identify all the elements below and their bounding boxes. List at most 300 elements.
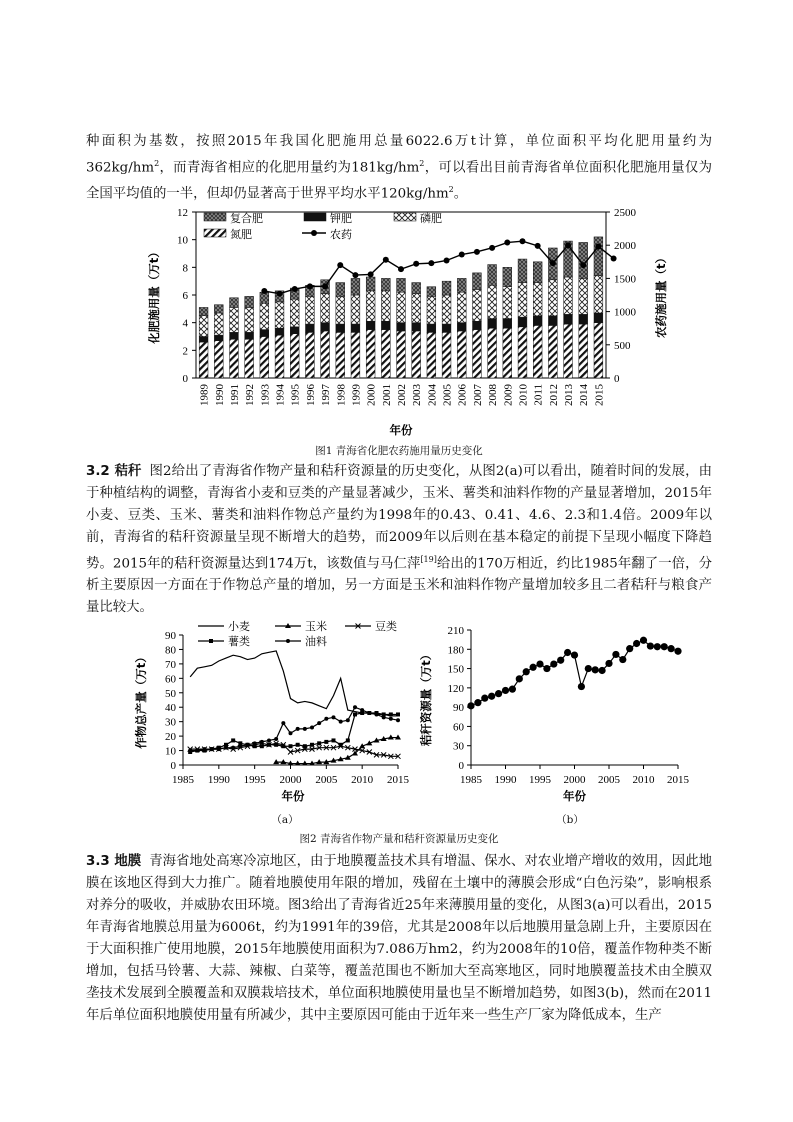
straw-point [502,687,509,694]
point-marker [367,711,371,715]
bar-segment [488,265,497,286]
point-marker [382,715,386,719]
y-tick-label: 150 [447,663,464,676]
text-run: 种面积为基数，按照2015年我国化肥施用总量6022.6万t计算，单位面积平均化肥用量约为362kg/hm [86,134,712,176]
point-marker [267,738,271,742]
pesticide-point [580,262,586,268]
x-tick-label: 2013 [563,384,576,406]
point-marker [289,731,293,735]
bar-segment [579,278,588,314]
point-marker [274,737,278,741]
x-tick-label: 2010 [632,774,655,786]
bar-segment [199,337,208,343]
bar-segment [412,294,421,323]
point-marker [339,720,343,724]
legend-swatch [304,213,326,221]
straw-point [495,690,502,697]
x-tick-label: 1994 [274,384,287,406]
straw-point [530,664,537,671]
bar-segment [533,283,542,316]
straw-point [668,645,675,652]
figure-2-caption: 图2 青海省作物产量和秸秆资源量历史变化 [299,833,499,845]
section-heading-film: 3.3 地膜 [86,854,142,869]
y2-tick-label: 2000 [614,240,636,253]
series-line-straw [471,640,678,706]
legend-label: 玉米 [305,620,327,633]
straw-point [481,695,488,702]
x-tick-label: 2000 [365,384,378,406]
straw-point [640,637,647,644]
y-tick-label: 80 [165,644,176,657]
bar-segment [594,276,603,313]
point-marker [289,744,293,748]
bar-segment [457,278,466,292]
straw-point [543,665,550,672]
point-marker [303,727,307,731]
bar-segment [564,277,573,314]
bar-segment [412,323,421,331]
x-tick-label: 2015 [387,774,409,786]
straw-point [612,651,619,658]
pesticide-point [550,260,556,266]
y-tick-label: 12 [177,207,188,219]
point-marker [332,715,336,719]
pesticide-point [489,245,495,251]
x-tick-label: 2007 [471,384,484,406]
y-tick-label: 20 [165,731,176,744]
pesticide-point [595,244,601,250]
straw-point [674,648,681,655]
pesticide-point [428,260,434,266]
figure-2a-label: （a） [271,814,299,826]
bar-segment [321,294,330,323]
bar-segment [245,307,254,332]
pesticide-point [398,266,404,272]
pesticide-point [322,283,328,289]
bar-segment [564,314,573,324]
point-marker [345,755,351,760]
point-marker [360,708,364,712]
x-tick-label: 1990 [213,384,226,406]
bar-segment [533,316,542,326]
bar-segment [199,307,208,315]
figure-2b-chart [415,615,715,815]
bar-segment [336,332,345,378]
y-tick-label: 70 [165,658,176,671]
bar-segment [473,273,482,290]
straw-point [536,660,543,667]
bar-segment [548,325,557,378]
x-tick-label: 2015 [593,384,606,406]
point-marker [324,717,328,721]
pesticide-point [352,272,358,278]
superscript: 2 [154,159,160,168]
bar-segment [260,337,269,379]
bar-segment [503,328,512,378]
legend-marker [209,639,213,643]
bar-segment [503,267,512,286]
straw-point [619,656,626,663]
bar-segment [457,331,466,378]
bar-segment [366,330,375,378]
bar-segment [397,292,406,322]
y-tick-label: 40 [165,702,176,715]
point-marker [217,747,221,751]
y-tick-label: 60 [453,721,464,734]
y-tick-label: 4 [182,317,188,330]
straw-point [592,666,599,673]
legend-label: 钾肥 [330,212,352,225]
x-tick-label: 2009 [502,384,515,406]
bar-segment [214,341,223,378]
pesticide-point [474,249,480,255]
paragraph-film [86,851,712,1027]
figure-2b-label: （b） [556,814,584,826]
x-axis-title: 年份 [563,789,586,803]
x-tick-label: 1991 [228,384,241,406]
bar-segment [548,280,557,316]
x-tick-label: 1995 [289,384,302,406]
pesticide-point [504,240,510,246]
y-tick-label: 30 [165,716,176,729]
point-marker [339,743,343,747]
x-tick-label: 2011 [532,384,545,406]
x-tick-label: 1993 [259,384,272,406]
x-tick-label: 2014 [578,384,591,406]
bar-segment [488,328,497,378]
bar-segment [230,339,239,378]
text-run: ，而青海省相应的化肥用量约为181kg/hm [159,160,420,176]
x-tick-label: 2010 [351,774,374,786]
y-tick-label: 210 [447,625,464,637]
legend-label: 氮肥 [230,228,252,241]
bar-segment [397,331,406,378]
legend-label: 薯类 [228,635,250,648]
bar-segment [245,339,254,378]
y-tick-label: 10 [177,234,188,247]
legend-marker [286,639,290,643]
text-run: ，可以看出目前青海省单位面积化肥施用量仅为全国平均值的一半，但却仍显著高于世界平均水平120kg/hm [86,160,712,202]
bar-segment [488,319,497,329]
series-line [276,738,398,764]
straw-point [578,683,585,690]
x-axis-title: 年份 [389,423,413,437]
bar-segment [290,327,299,334]
bar-segment [533,325,542,378]
legend-label: 豆类 [375,620,397,633]
point-marker [296,727,300,731]
bar-segment [305,332,314,378]
bar-segment [381,330,390,378]
x-tick-label: 2006 [456,384,469,406]
bar-segment [503,287,512,319]
x-tick-label: 2005 [598,774,620,786]
point-marker [317,741,321,745]
bar-segment [230,307,239,332]
y-tick-label: 120 [447,682,464,695]
point-marker [281,744,285,748]
straw-point [523,668,530,675]
straw-point [654,643,661,650]
straw-point [474,699,481,706]
x-tick-label: 2000 [279,774,302,786]
bar-segment [488,285,497,318]
x-tick-label: 1989 [198,384,211,406]
x-tick-label: 2001 [380,384,393,406]
point-marker [246,743,250,747]
y-tick-label: 8 [182,262,188,275]
bar-segment [427,287,436,297]
figure-1-caption: 图1 青海省化肥农药施用量历史变化 [315,445,483,457]
bar-segment [290,334,299,378]
y-axis-title: 作物总产量（万t） [134,651,148,749]
y-tick-label: 0 [182,373,188,385]
x-tick-label: 1990 [207,774,230,786]
series-line-pesticide [264,241,613,293]
point-marker [353,712,357,716]
legend-label: 农药 [330,228,352,241]
y-tick-label: 0 [170,760,176,772]
bar-segment [381,278,390,290]
bar-segment [503,319,512,329]
bar-segment [275,302,284,328]
bar-segment [199,342,208,378]
x-tick-label: 1990 [494,774,517,786]
point-marker [231,738,235,742]
bar-segment [442,281,451,295]
bar-segment [351,295,360,324]
bar-segment [305,324,314,332]
legend-swatch [204,229,226,237]
y-tick-label: 2 [182,345,188,358]
bar-segment [245,296,254,307]
y2-axis-title: 农药施用量（t） [654,252,668,338]
bar-segment [214,305,223,313]
pesticide-point [307,283,313,289]
x-tick-label: 1998 [335,384,348,406]
bar-segment [457,323,466,331]
y-tick-label: 30 [453,740,464,753]
bar-segment [427,332,436,378]
y-tick-label: 10 [165,745,176,758]
bar-segment [230,332,239,339]
bar-segment [457,292,466,322]
pesticide-point [337,262,343,268]
straw-point [550,660,557,667]
point-marker [353,705,357,709]
bar-segment [594,323,603,378]
x-tick-label: 2005 [441,384,454,406]
legend-label: 小麦 [228,620,250,633]
pesticide-point [292,286,298,292]
y-tick-label: 0 [458,760,464,772]
pesticide-point [383,257,389,263]
x-axis-title: 年份 [281,789,305,803]
x-tick-label: 1995 [243,774,266,786]
point-marker [267,743,271,747]
x-tick-label: 1992 [244,384,257,406]
straw-point [661,643,668,650]
x-tick-label: 2005 [315,774,338,786]
citation: [19] [420,555,437,564]
bar-segment [199,316,208,337]
point-marker [203,747,207,751]
y-axis-title: 秸秆资源量（万t） [419,648,433,747]
bar-segment [397,278,406,292]
superscript: 2 [448,185,454,195]
x-tick-label: 2015 [667,774,689,786]
bar-segment [214,335,223,341]
figure-2a-chart [0,615,420,815]
bar-segment [518,327,527,378]
bar-segment [564,324,573,378]
point-marker [274,743,278,747]
x-tick-label: 2004 [426,384,439,406]
bar-segment [321,331,330,378]
series-line [190,651,398,716]
bar-segment [230,298,239,308]
straw-point [605,660,612,667]
pesticide-point [261,288,267,294]
x-tick-label: 2002 [396,384,408,406]
bar-segment [305,296,314,324]
point-marker [281,721,285,725]
bar-segment [366,291,375,321]
x-tick-label: 1999 [350,384,363,406]
y-tick-label: 90 [453,702,464,715]
section-heading-straw: 3.2 秸秆 [86,464,142,479]
point-marker [238,744,242,748]
point-marker [310,743,314,747]
figure-1-chart [0,200,793,440]
legend-label: 磷肥 [420,212,442,225]
point-marker [260,744,264,748]
straw-point [647,642,654,649]
point-marker [396,712,400,716]
bar-segment [579,314,588,324]
straw-point [488,693,495,700]
y-tick-label: 60 [165,673,176,686]
point-marker [310,725,314,729]
x-tick-label: 1985 [460,774,482,786]
legend-swatch [204,213,226,221]
point-marker [375,712,379,716]
bar-segment [366,277,375,291]
x-tick-label: 2000 [563,774,586,786]
bar-segment [473,321,482,329]
x-tick-label: 2003 [411,384,424,406]
bar-segment [336,324,345,332]
bar-segment [412,331,421,378]
x-tick-label: 2012 [547,384,560,406]
y-tick-label: 50 [165,687,176,700]
pesticide-point [368,271,374,277]
bar-segment [260,303,269,329]
point-marker [317,721,321,725]
straw-point [571,651,578,658]
y-axis-title: 化肥施用量（万t） [147,246,161,344]
point-marker [188,749,192,753]
straw-point [599,667,606,674]
straw-point [626,645,633,652]
point-marker [396,718,400,722]
legend-marker [311,230,317,236]
bar-segment [473,289,482,321]
bar-segment [397,323,406,331]
pesticide-point [277,291,283,297]
bar-segment [579,324,588,378]
y2-tick-label: 1500 [614,273,636,286]
point-marker [324,740,328,744]
bar-segment [366,321,375,329]
point-marker [195,749,199,753]
bar-segment [260,330,269,337]
y-tick-label: 6 [182,290,188,302]
straw-point [557,657,564,664]
y2-tick-label: 0 [614,373,620,385]
series-line [190,713,398,752]
x-tick-label: 2010 [517,384,530,406]
bar-segment [351,278,360,295]
x-tick-label: 2008 [487,384,500,406]
bar-segment [594,313,603,323]
text-run: 给出的170万相近，约比1985年翻了一倍，分析主要原因一方面在于作物总产量的增加，另一方面是玉米和油料作物产量增加较多且二者秸秆与粮食产量比较大。 [86,556,712,616]
legend-label: 油料 [305,635,327,648]
point-marker [346,738,350,742]
bar-segment [518,283,527,318]
bar-segment [321,323,330,331]
point-marker [260,740,264,744]
point-marker [303,744,307,748]
bar-segment [412,283,421,294]
bar-segment [351,324,360,332]
superscript: 2 [419,159,425,168]
x-tick-label: 1995 [529,774,551,786]
point-marker [389,712,393,716]
bar-segment [275,335,284,378]
text-run: 青海省地处高寒冷凉地区，由于地膜覆盖技术具有增温、保水、对农业增产增收的效用，因此地膜在该地区得到大力推广。随着地膜使用年限的增加，残留在土壤中的薄膜会形成“白色污染”，影响根系对养分的吸收，并威胁农田环境。图3给出了青海省近25年来薄膜用量的变化，从图3(a)可以看出，2015年青海省地膜总用量为6006t，约为1991年的39倍，尤其是2008年以后地膜用量急剧上升，主要原因在于大面积推广使用地膜，2015年地膜使用面积为7.086万hm2，约为2008年的10倍，覆盖作物种类不断增加，包括马铃薯、大蒜、辣椒、白菜等，覆盖范围也不断加大至高寒地区，同时地膜覆盖技术由全膜双垄技术发展到全膜覆盖和双膜栽培技术，单位面积地膜使用量也呈不断增加趋势，如图3(b)，然而在2011年后单位面积地膜使用量有所减少，其中主要原因可能由于近年来一些生产厂家为降低成本，生产 [86,854,712,1023]
bar-segment [427,296,436,324]
pesticide-point [611,255,617,261]
bar-segment [381,321,390,329]
bar-segment [290,299,299,327]
straw-point [585,665,592,672]
point-marker [389,717,393,721]
bar-segment [518,259,527,283]
point-marker [231,746,235,750]
bar-segment [381,291,390,321]
text-run: 图2给出了青海省作物产量和秸秆资源量的历史变化，从图2(a)可以看出，随着时间的发展，由于种植结构的调整，青海省小麦和豆类的产量显著减少，玉米、薯类和油料作物的产量显著增加，2015年小麦、豆类、玉米、薯类和油料作物总产量约为1998年的0.43、0.41、4.6、2.3和1.4倍。2009年以前，青海省的秸秆资源量呈现不断增大的趋势，而2009年以后则在基本稳定的前提下呈现小幅度下降趋势。2015年的秸秆资源量达到174万t，该数值与马仁萍 [86,464,713,572]
bar-segment [336,283,345,297]
point-marker [253,741,257,745]
bar-segment [427,324,436,332]
bar-segment [533,262,542,283]
legend-swatch [394,213,416,221]
x-tick-label: 1996 [304,384,317,406]
bar-segment [548,316,557,326]
straw-point [509,686,516,693]
bar-segment [275,328,284,335]
point-marker [296,743,300,747]
bar-segment [594,237,603,276]
bar-segment [442,295,451,324]
paragraph-straw [86,461,712,619]
bar-segment [336,296,345,324]
bar-segment [245,332,254,339]
y-tick-label: 180 [447,644,464,657]
y2-tick-label: 1000 [614,306,636,319]
legend-label: 复合肥 [230,212,263,225]
